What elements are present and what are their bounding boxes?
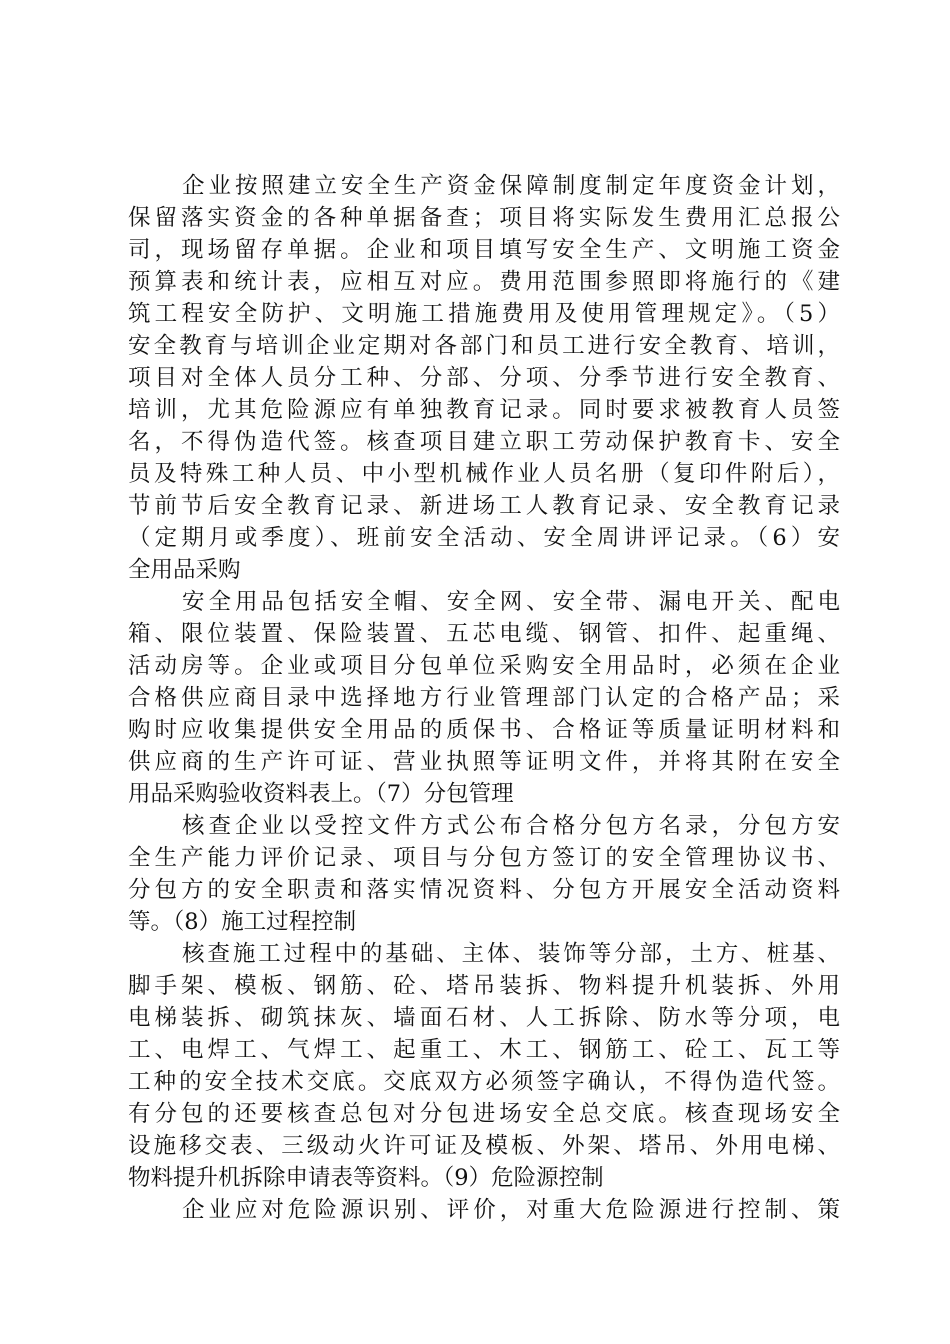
text-line: 等。（8）施工过程控制 [128, 909, 357, 935]
text-line: 企业应对危险源识别、评价，对重大危险源进行控制、策 [182, 1197, 840, 1223]
text-line: 全生产能力评价记录、项目与分包方签订的安全管理协议书、 [128, 845, 840, 871]
text-line: 箱、限位装置、保险装置、五芯电缆、钢管、扣件、起重绳、 [128, 621, 840, 647]
text-line: 节前节后安全教育记录、新进场工人教育记录、安全教育记录 [128, 493, 840, 519]
text-line: 员及特殊工种人员、中小型机械作业人员名册（复印件附后）， [128, 461, 840, 487]
text-line: 供应商的生产许可证、营业执照等证明文件，并将其附在安全 [128, 749, 840, 775]
text-line: 核查企业以受控文件方式公布合格分包方名录，分包方安 [182, 813, 840, 839]
paragraph [128, 938, 840, 1194]
text-line: 保留落实资金的各种单据备查；项目将实际发生费用汇总报公 [128, 205, 840, 231]
text-line: 用品采购验收资料表上。（7）分包管理 [128, 781, 514, 807]
paragraph [128, 810, 840, 938]
text-line: 全用品采购 [128, 557, 241, 583]
text-line: 合格供应商目录中选择地方行业管理部门认定的合格产品；采 [128, 685, 840, 711]
text-line: 工种的安全技术交底。交底双方必须签字确认，不得伪造代签。 [128, 1069, 840, 1095]
text-line: 设施移交表、三级动火许可证及模板、外架、塔吊、外用电梯、 [128, 1133, 840, 1159]
text-line: （定期月或季度）、班前安全活动、安全周讲评记录。（6）安 [128, 525, 840, 551]
text-line: 项目对全体人员分工种、分部、分项、分季节进行安全教育、 [128, 365, 840, 391]
paragraph [128, 170, 840, 586]
paragraph [128, 586, 840, 810]
text-line: 电梯装拆、砌筑抹灰、墙面石材、人工拆除、防水等分项，电 [128, 1005, 840, 1031]
text-line: 培训，尤其危险源应有单独教育记录。同时要求被教育人员签 [128, 397, 840, 423]
text-line: 脚手架、模板、钢筋、砼、塔吊装拆、物料提升机装拆、外用 [128, 973, 840, 999]
text-line: 安全用品包括安全帽、安全网、安全带、漏电开关、配电 [182, 589, 840, 615]
text-line: 物料提升机拆除申请表等资料。（9）危险源控制 [128, 1165, 604, 1191]
document-body [128, 170, 840, 1226]
text-line: 工、电焊工、气焊工、起重工、木工、钢筋工、砼工、瓦工等 [128, 1037, 840, 1063]
text-line: 分包方的安全职责和落实情况资料、分包方开展安全活动资料 [128, 877, 840, 903]
text-line: 有分包的还要核查总包对分包进场安全总交底。核查现场安全 [128, 1101, 840, 1127]
text-line: 名，不得伪造代签。核查项目建立职工劳动保护教育卡、安全 [128, 429, 840, 455]
text-line: 安全教育与培训企业定期对各部门和员工进行安全教育、培训， [128, 333, 840, 359]
text-line: 预算表和统计表，应相互对应。费用范围参照即将施行的《建 [128, 269, 840, 295]
text-line: 购时应收集提供安全用品的质保书、合格证等质量证明材料和 [128, 717, 840, 743]
text-line: 活动房等。企业或项目分包单位采购安全用品时，必须在企业 [128, 653, 840, 679]
text-line: 核查施工过程中的基础、主体、装饰等分部，土方、桩基、 [182, 941, 840, 967]
text-line: 司，现场留存单据。企业和项目填写安全生产、文明施工资金 [128, 237, 840, 263]
text-line: 筑工程安全防护、文明施工措施费用及使用管理规定》。（5） [128, 301, 840, 327]
text-line: 企业按照建立安全生产资金保障制度制定年度资金计划， [182, 173, 840, 199]
paragraph [128, 1194, 840, 1226]
